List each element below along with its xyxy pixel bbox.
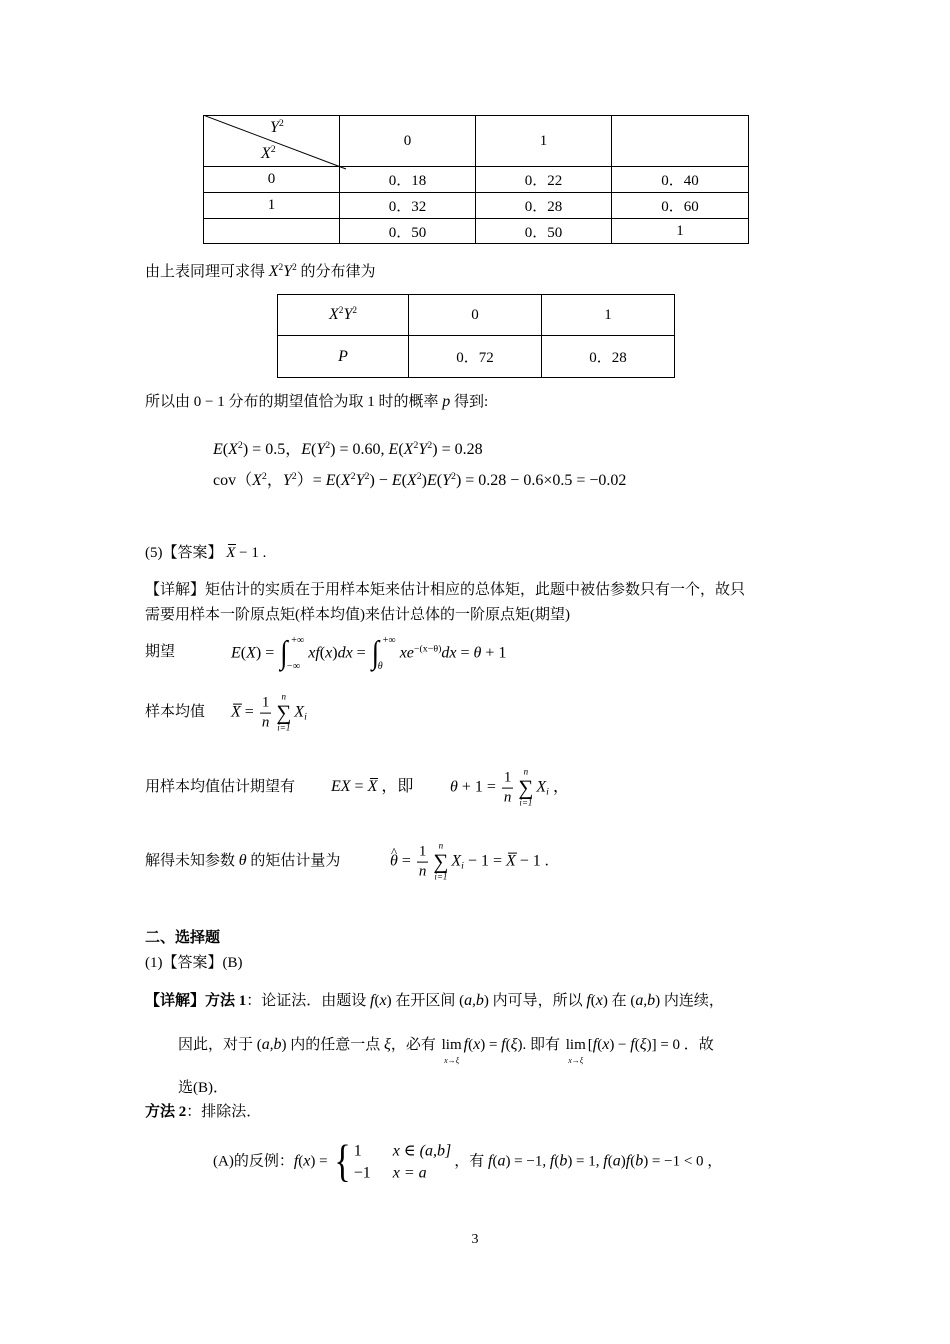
text-run: = [352,644,370,662]
math-variable: x [303,1152,311,1170]
text-run: ) = [255,644,279,662]
superscript: 2 [338,306,344,317]
limit [565,1035,586,1065]
numerator: 1 [261,695,270,711]
text-run: ) [620,1153,626,1170]
text-run: (1)【答案】(B) [145,955,243,971]
math-variable: a [635,992,644,1009]
summation [276,693,291,734]
math-variable: dx [337,644,353,662]
superscript: 2 [350,470,356,482]
math-variable: f [625,1152,631,1170]
lim-word: lim [565,1037,586,1053]
estimate-formula [450,768,569,809]
text-line-expectation-intro [145,392,488,412]
hat-variable: θ ^ [390,852,398,872]
lower-limit: i=1 [519,797,533,808]
denominator: n [418,863,427,880]
text-run: ( [590,993,596,1009]
superscript: 2 [278,118,284,129]
text-run: cov（ [213,472,253,489]
product-distribution-table [277,294,675,378]
text-run: ) = [310,1153,332,1170]
text-run: = [397,852,415,870]
subscript: i [461,860,464,872]
text-run: 选(B)． [178,1080,228,1096]
math-variable: ξ [384,1036,391,1053]
superscript: 2 [237,439,243,451]
fraction [502,770,514,806]
text-run: = [456,644,474,662]
lower-limit: −∞ [286,661,301,672]
text-run: + 1 [481,644,507,662]
text-run: 解得未知参数 [145,853,239,869]
math-variable: Y [282,472,292,489]
row-header [278,336,409,378]
limit-subscript: x→ξ [444,1056,460,1065]
row-header [278,295,409,336]
math-variable: f [487,1152,493,1170]
table-cell: 0．28 [542,336,675,378]
text-run: ( [630,1153,636,1170]
superscript: 2 [413,439,419,451]
detail-1-line-1 [145,991,724,1011]
math-variable: dx [441,644,457,662]
lim-word: lim [441,1037,462,1053]
sample-mean-formula [231,693,307,734]
row-header: 0 [204,167,340,193]
integral [371,634,396,672]
overlined-variable: X [226,545,236,561]
page-number: 3 [471,1232,479,1247]
superscript: 2 [270,144,276,155]
text-run: 由上表同理可求得 [145,264,269,280]
text-run: ( [607,1153,613,1170]
text-run: 样本均值 [145,704,206,720]
math-variable: ξ [510,1036,518,1053]
summation [518,768,533,809]
subscript: i [304,711,307,723]
math-variable: p [442,393,451,410]
text-run: ) = 1, [567,1153,604,1170]
text-run: ( [505,1037,511,1053]
text-run: ( [335,472,341,489]
text-run: − 1 = [463,852,506,870]
math-variable: E [325,472,336,489]
numerator: 1 [503,770,512,786]
text-run: ) − [609,1037,631,1053]
superscript: −(x−θ) [413,643,442,655]
math-variable: X [340,472,351,489]
superscript: 2 [364,470,370,482]
column-header: 1 [476,116,612,167]
math-variable: Y [355,472,365,489]
left-brace [334,1145,350,1179]
case-value: 1 [353,1142,362,1160]
math-variable: X [451,852,462,870]
estimate-equation [331,777,413,797]
text-run: ) = 0.28 [432,441,483,458]
text-run: ) = 0.5， [242,441,302,458]
detail-1-line-3 [178,1078,228,1098]
upper-limit: +∞ [291,635,305,646]
text-run: ) 内的任意一点 [281,1037,384,1053]
denominator: n [503,789,512,806]
text-line-distribution-intro [145,262,376,282]
math-variable: f [592,1036,598,1053]
text-run: ( [398,441,404,458]
piecewise-cases [334,1142,451,1181]
math-variable: a [497,1152,506,1170]
math-variable: b [635,1152,644,1170]
math-variable: X [228,441,238,458]
text-run: − 1 . [515,852,549,870]
text-run: ：论证法．由题设 [246,993,371,1009]
case-value: −1 [353,1164,371,1181]
text-run: 【详解】矩估计的实质在于用样本矩来估计相应的总体矩，此题中被估参数只有一个，故只 [145,582,746,598]
table-cell: 0．50 [340,219,476,244]
math-variable: X [403,441,414,458]
bold-text: 【详解】方法 1 [145,993,247,1009]
math-variable: xf [308,644,320,662]
column-header: 0 [409,295,542,336]
text-run: , [643,993,648,1009]
method-2-heading [145,1102,261,1122]
upper-limit: +∞ [382,635,396,646]
text-run: (A)的反例： [213,1153,294,1170]
row-header [204,219,340,244]
math-variable: X [268,263,279,280]
text-run: ( [468,1037,474,1053]
counterexample-line [213,1142,722,1181]
text-run: ， [266,472,283,489]
text-run: ) [421,472,427,489]
text-run: (5)【答案】 [145,545,227,561]
table-cell: 0．18 [340,167,476,193]
table-row [204,193,749,219]
text-run: ( [222,441,229,458]
math-variable: Y [283,263,293,280]
table-row [278,336,675,378]
math-variable: f [370,992,375,1009]
limit-subscript: x→ξ [568,1056,584,1065]
math-variable: X [261,145,271,163]
math-variable: Y [442,472,451,489]
math-variable: x [325,644,333,662]
detail-1-line-2 [178,1035,714,1065]
integral-sign: ∫ [371,634,380,671]
text-run: [ [587,1037,593,1053]
math-variable: b [647,992,656,1009]
math-variable: P [338,347,348,365]
math-variable: f [630,1036,635,1053]
text-run: 因此，对于 ( [178,1037,262,1053]
math-variable: Y [316,441,326,458]
text-run: )] = 0 ．故 [646,1037,714,1053]
text-run: 需要用样本一阶原点矩(样本均值)来估计总体的一阶原点矩(期望) [145,607,570,623]
text-run: ，必有 [390,1037,440,1053]
expectation-formula [231,636,506,672]
text-run: , [269,1037,274,1053]
text-run: ( [298,1153,304,1170]
superscript: 2 [292,263,297,274]
text-run: ）= [296,472,326,489]
text-run: ) 在开区间 ( [386,993,465,1009]
corner-label-x-squared [261,145,276,163]
formula-expectations [213,440,483,460]
text-run: ) = 0.60, [330,441,389,458]
subscript: i [546,786,549,798]
text-run: ( [597,1037,603,1053]
math-variable: X [536,778,547,796]
text-run: ， [548,778,569,796]
math-variable: f [293,1152,299,1170]
upper-limit: n [438,840,444,851]
table-cell: 0．32 [340,193,476,219]
numerator: 1 [418,844,427,860]
math-variable: X [246,644,256,662]
text-run: ( [319,644,326,662]
math-variable: E [426,472,437,489]
superscript: 2 [352,306,357,317]
table-cell: 0．40 [612,167,749,193]
math-variable: E [301,441,311,458]
text-run: ) = −1 < 0 ， [643,1153,723,1170]
math-variable: ξ [639,1036,647,1053]
section-title [145,928,220,948]
superscript: 2 [416,470,422,482]
table-cell: 0．60 [612,193,749,219]
table-cell: 1 [612,219,749,244]
row-header: 1 [204,193,340,219]
table-row [204,219,749,244]
fraction [417,844,429,880]
lower-limit: i=1 [434,871,448,882]
math-variable: x [602,1036,610,1053]
superscript: 2 [291,470,297,482]
math-variable: b [475,992,484,1009]
math-variable: θ [450,778,458,796]
corner-label-y-squared [270,119,284,137]
answer-1 [145,953,243,973]
text-run: ). 即有 [517,1037,564,1053]
text-run: ( [310,441,317,458]
math-variable: a [612,1152,621,1170]
text-run: ) = [480,1037,502,1053]
text-run: ：排除法． [186,1104,262,1120]
detail-5-line-2 [145,605,570,625]
math-variable: X [252,472,262,489]
summation [433,842,448,883]
math-variable: x [473,1036,481,1053]
math-variable: Y [343,306,353,323]
text-run: ( [634,1037,640,1053]
math-variable: f [549,1152,555,1170]
math-variable: xe [399,644,414,662]
case-condition: x = a [392,1164,427,1181]
table-cell: 0．28 [476,193,612,219]
superscript: 2 [427,439,433,451]
math-variable: Y [418,441,428,458]
math-variable: E [391,472,402,489]
case-condition: x ∈ (a,b] [392,1142,452,1160]
text-run: ( [492,1153,498,1170]
solve-label [145,851,340,871]
text-run: ( [436,472,443,489]
column-header: 1 [542,295,675,336]
text-run: = [240,703,258,721]
text-run: 期望 [145,644,176,660]
math-variable: EX [331,778,351,795]
upper-limit: n [281,691,287,702]
table-cell: 0．50 [476,219,612,244]
lower-limit: i=1 [277,722,291,733]
answer-5 [145,543,266,563]
lower-limit: θ [377,661,383,672]
text-run: ) − [369,472,392,489]
sigma-sign: ∑ [518,775,534,800]
math-variable: a [261,1036,270,1053]
text-run: + 1 = [457,778,500,796]
text-run: = [350,778,368,795]
denominator: n [261,714,270,731]
sigma-sign: ∑ [276,700,292,725]
text-run: 用样本均值估计期望有 [145,779,296,795]
math-variable: X [294,703,305,721]
column-header [612,116,749,167]
text-run: ( [240,644,247,662]
superscript: 2 [278,263,284,274]
math-variable: b [559,1152,568,1170]
integral-sign: ∫ [280,634,288,671]
detail-5-line-1 [145,580,745,600]
math-variable: b [273,1036,282,1053]
math-variable: f [463,1036,469,1053]
text-run: ) = 0.28 − 0.6×0.5 = −0.02 [455,472,627,489]
text-run: − 1 . [235,545,267,561]
text-run: ，有 [454,1153,488,1170]
text-run: ) [332,644,338,662]
bold-text: 方法 2 [145,1104,187,1120]
text-run: 的矩估计量为 [246,853,341,869]
table-cell: 0．72 [409,336,542,378]
superscript: 2 [451,470,456,482]
math-variable: θ [473,644,482,662]
estimate-label [145,777,295,797]
overlined-variable: X [505,852,516,870]
math-variable: f [501,1036,506,1053]
superscript: 2 [261,470,267,482]
formula-covariance [213,471,626,491]
fraction [260,695,272,731]
integral [280,634,305,672]
math-variable: X [329,306,339,323]
text-run: 的分布律为 [296,264,376,280]
sample-mean-label [145,702,205,722]
text-run: ，即 [377,778,414,795]
math-variable: a [464,992,473,1009]
math-variable: x [379,992,387,1009]
text-run: ( [374,993,380,1009]
limit [441,1035,462,1065]
overlined-variable: X [231,703,241,721]
math-variable: E [231,644,241,662]
math-variable: θ [238,852,247,869]
text-run: 所以由 0 − 1 分布的期望值恰为取 1 时的概率 [145,394,443,410]
text-run: ) 内可导，所以 [483,993,587,1009]
expectation-label [145,642,175,662]
bold-text: 二、选择题 [145,930,221,946]
math-variable: f [586,992,591,1009]
column-header: 0 [340,116,476,167]
math-variable: f [603,1152,608,1170]
moment-estimator-formula [390,842,549,883]
text-run: ) 内连续， [655,993,724,1009]
text-run: 得到: [450,394,489,410]
text-run: ) 在 ( [602,993,636,1009]
text-run: ) = −1, [505,1153,550,1170]
superscript: 2 [325,439,331,451]
text-run: ( [554,1153,560,1170]
table-header-row [278,295,675,336]
sigma-sign: ∑ [433,849,449,874]
math-variable: E [388,441,399,458]
math-variable: E [213,441,223,458]
math-variable: X [406,472,417,489]
text-run: ( [401,472,407,489]
math-variable: x [595,992,603,1009]
overlined-variable: X [367,778,378,795]
text-run: , [472,993,476,1009]
upper-limit: n [523,766,529,777]
cases-grid [354,1142,452,1181]
math-variable: Y [270,119,279,137]
table-cell: 0．22 [476,167,612,193]
